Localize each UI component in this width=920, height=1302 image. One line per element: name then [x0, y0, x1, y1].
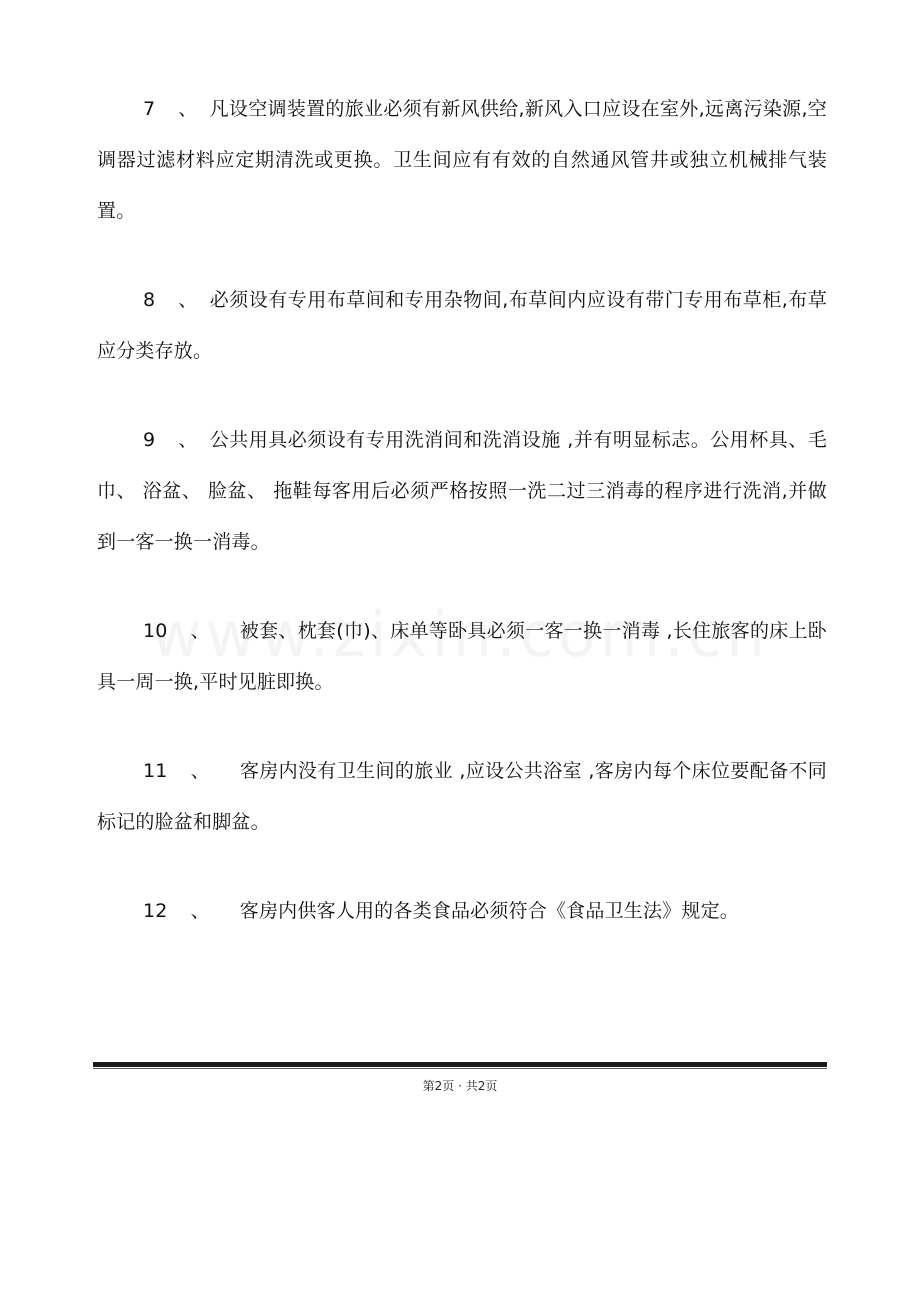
item-text: 必须设有专用布草间和专用杂物间,布草间内应设有带门专用布草柜,布草应分类存放。 — [97, 289, 827, 362]
item-separator: 、 — [178, 429, 198, 451]
item-number: 8 — [143, 289, 156, 311]
item-text: 客房内没有卫生间的旅业 ,应设公共浴室 ,客房内每个床位要配备不同标记的脸盆和脚盆。 — [97, 760, 827, 833]
page-number: 第2页 · 共2页 — [422, 1079, 498, 1093]
item-separator: 、 — [178, 98, 198, 120]
footer-divider-thin — [93, 1068, 827, 1069]
item-number: 10 — [143, 620, 168, 642]
list-item-10 — [97, 606, 827, 708]
footer-divider — [93, 1062, 827, 1067]
item-separator: 、 — [178, 289, 198, 311]
item-separator: 、 — [190, 620, 210, 642]
item-number: 11 — [143, 760, 168, 782]
document-body — [97, 84, 827, 937]
item-separator: 、 — [190, 900, 210, 922]
item-text: 凡设空调装置的旅业必须有新风供给,新风入口应设在室外,远离污染源,空调器过滤材料应定期清洗或更换。卫生间应有有效的自然通风管井或独立机械排气装置。 — [97, 98, 827, 222]
list-item-7 — [97, 84, 827, 237]
item-text: 客房内供客人用的各类食品必须符合《食品卫生法》规定。 — [239, 900, 739, 922]
list-item-12 — [97, 886, 827, 937]
item-text: 被套、枕套(巾)、床单等卧具必须一客一换一消毒 ,长住旅客的床上卧具一周一换,平时见脏即换。 — [97, 620, 827, 693]
item-number: 9 — [143, 429, 156, 451]
list-item-8 — [97, 275, 827, 377]
list-item-9 — [97, 415, 827, 568]
item-separator: 、 — [190, 760, 210, 782]
list-item-11 — [97, 746, 827, 848]
item-text: 公共用具必须设有专用洗消间和洗消设施 ,并有明显标志。公用杯具、毛巾、 浴盆、 脸盆、 拖鞋每客用后必须严格按照一洗二过三消毒的程序进行洗消,并做到一客一换一消毒。 — [97, 429, 827, 553]
item-number: 12 — [143, 900, 168, 922]
item-number: 7 — [143, 98, 156, 120]
